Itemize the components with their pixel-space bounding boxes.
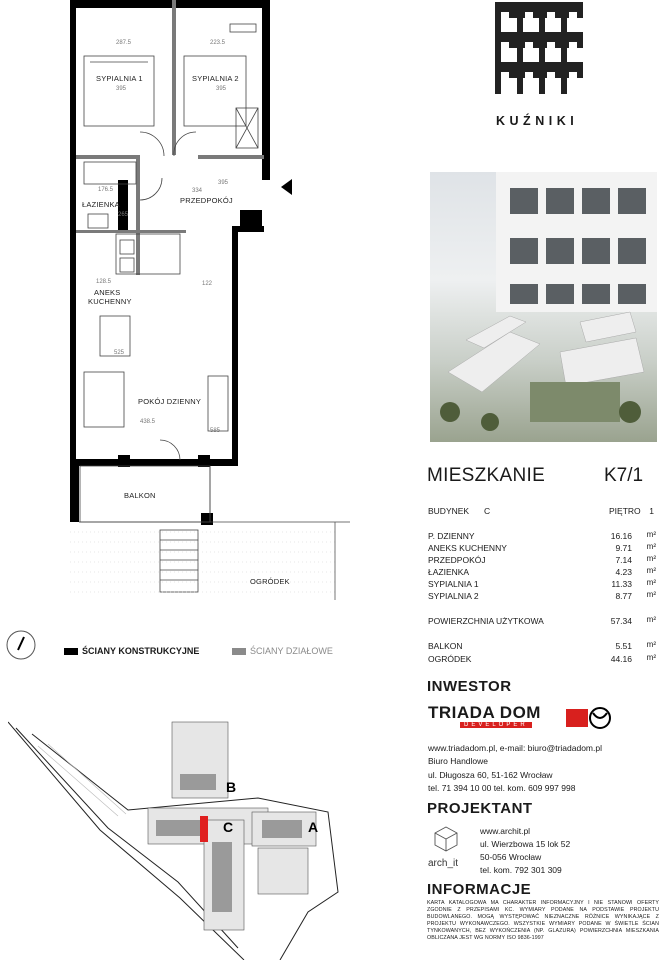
legend-partition-label: ŚCIANY DZIAŁOWE (250, 646, 333, 656)
extra-area-row (428, 641, 656, 652)
render-illustration (430, 172, 657, 442)
investor-contact (428, 743, 668, 794)
room-area: 7.14 (615, 555, 632, 565)
dimension-label: 585 (210, 428, 221, 434)
room-label-balkon: BALKON (124, 491, 156, 500)
north-arrow-icon (4, 628, 38, 662)
room-area-row (428, 555, 656, 566)
dimension-label: 395 (218, 180, 229, 186)
designer-contact (480, 826, 660, 876)
room-area-row (428, 567, 656, 578)
designer-heading: PROJEKTANT (427, 800, 533, 817)
room-name: SYPIALNIA 1 (428, 579, 479, 589)
dimension-label: 395 (216, 86, 227, 92)
brand-name: KUŹNIKI (496, 114, 579, 128)
dimension-label: 128.5 (96, 279, 112, 285)
dimension-label: 334 (192, 188, 203, 194)
dimension-label: 223.5 (210, 40, 226, 46)
room-area-row (428, 543, 656, 554)
extra-area: 44.16 (610, 654, 632, 664)
floor-value: 1 (649, 506, 654, 516)
kuzniki-logo-icon (495, 2, 583, 96)
room-name: ANEKS KUCHENNY (428, 543, 507, 553)
building-label-b: B (226, 779, 237, 795)
dimension-label: 525 (114, 350, 125, 356)
building-label-c: C (223, 819, 234, 835)
area-unit: m² (646, 640, 656, 649)
dimension-label: 176.5 (98, 187, 114, 193)
area-unit: m² (646, 554, 656, 563)
floor-label: PIĘTRO (609, 506, 641, 516)
designer-street: ul. Wierzbowa 15 lok 52 (480, 839, 571, 849)
building-value: C (484, 506, 491, 516)
total-area-label: POWIERZCHNIA UŻYTKOWA (428, 616, 544, 626)
room-label-ogrodek: OGRÓDEK (250, 577, 290, 586)
area-unit: m² (646, 615, 656, 624)
arch-it-cube-icon (434, 826, 458, 852)
triada-logo-text: TRIADA DOM (428, 703, 541, 722)
extra-area: 5.51 (615, 641, 632, 651)
room-label-aneks-2: KUCHENNY (88, 297, 132, 306)
investor-office: Biuro Handlowe (428, 756, 489, 766)
apartment-code: K7/1 (604, 465, 644, 486)
arch-it-logo-text: arch_it (428, 858, 459, 869)
triada-logo-sub: DEVELOPER (460, 722, 532, 728)
legend-structural-label: ŚCIANY KONSTRUKCYJNE (82, 646, 200, 656)
info-text: KARTA KATALOGOWA MA CHARAKTER INFORMACYJNY I NIE STANOWI OFERTY ZGODNIE Z PRZEPISAMI KC. WYMIARY PODANE NA PODSTAWIE PROJEKTU BUDOWLANEGO. MOGĄ WYSTĘPOWAĆ NIEZNACZNE RÓŻNICE WYNIKAJĄCE Z PROJEKTU WYKONAWCZEGO. WSZYSTKIE WYMIARY PODANE W ŚWIETLE ŚCIAN TYNKOWANYCH, BEZ WYKOŃCZENIA (NP. GLAZURA) POWIERZCHNIA MIESZKANIA OBLICZANA JEST WG NORMY ISO 9836-1997 (427, 900, 659, 941)
entrance-arrow-icon (280, 178, 294, 196)
dimension-label: 122 (202, 281, 213, 287)
building-render-image (430, 172, 657, 442)
total-area-value: 57.34 (610, 616, 632, 626)
highlight-unit (200, 816, 208, 842)
designer-city: 50-056 Wrocław (480, 852, 542, 862)
room-label-aneks-1: ANEKS (94, 288, 121, 297)
extra-name: BALKON (428, 641, 463, 651)
area-unit: m² (646, 530, 656, 539)
investor-web-email: www.triadadom.pl, e-mail: biuro@triadadom.pl (428, 743, 602, 753)
room-label-przedpokoj: PRZEDPOKÓJ (180, 196, 233, 205)
designer-web: www.archit.pl (480, 826, 531, 836)
room-area-row (428, 591, 656, 602)
area-unit: m² (646, 590, 656, 599)
investor-heading: INWESTOR (427, 678, 512, 695)
investor-address: ul. Długosza 60, 51-162 Wrocław (428, 770, 553, 780)
total-area-row (428, 616, 656, 627)
building-row (428, 506, 656, 517)
room-label-pokoj: POKÓJ DZIENNY (138, 397, 202, 406)
dimension-label: 395 (116, 86, 127, 92)
room-area: 16.16 (610, 531, 632, 541)
dimension-label: 287.5 (116, 40, 132, 46)
room-label-lazienka: ŁAZIENKA (82, 200, 120, 209)
dimension-label: 265 (118, 212, 129, 218)
building-label-a: A (308, 819, 319, 835)
designer-phone: tel. kom. 792 301 309 (480, 865, 562, 875)
site-plan (8, 712, 358, 960)
floor-plan (60, 0, 350, 600)
legend-structural-swatch (64, 648, 78, 655)
room-area: 4.23 (615, 567, 632, 577)
room-area: 11.33 (611, 579, 632, 589)
triada-dom-logo (428, 703, 618, 733)
room-name: PRZEDPOKÓJ (428, 555, 486, 565)
info-heading: INFORMACJE (427, 881, 532, 898)
triada-bull-icon (566, 705, 616, 731)
room-label-sypialnia1: SYPIALNIA 1 (96, 74, 143, 83)
area-unit: m² (646, 542, 656, 551)
room-name: P. DZIENNY (428, 531, 475, 541)
area-unit: m² (646, 653, 656, 662)
room-area-row (428, 579, 656, 590)
room-area-row (428, 531, 656, 542)
building-label: BUDYNEK (428, 506, 470, 516)
dimension-label: 438.5 (140, 419, 156, 425)
area-unit: m² (646, 566, 656, 575)
room-name: SYPIALNIA 2 (428, 591, 479, 601)
apartment-heading: MIESZKANIE (427, 465, 546, 486)
extra-name: OGRÓDEK (428, 654, 472, 664)
room-label-sypialnia2: SYPIALNIA 2 (192, 74, 239, 83)
room-name: ŁAZIENKA (428, 567, 470, 577)
investor-phones: tel. 71 394 10 00 tel. kom. 609 997 998 (428, 783, 576, 793)
area-unit: m² (646, 578, 656, 587)
room-area: 8.77 (615, 591, 632, 601)
room-area: 9.71 (615, 543, 632, 553)
extra-area-row (428, 654, 656, 665)
legend-partition-swatch (232, 648, 246, 655)
